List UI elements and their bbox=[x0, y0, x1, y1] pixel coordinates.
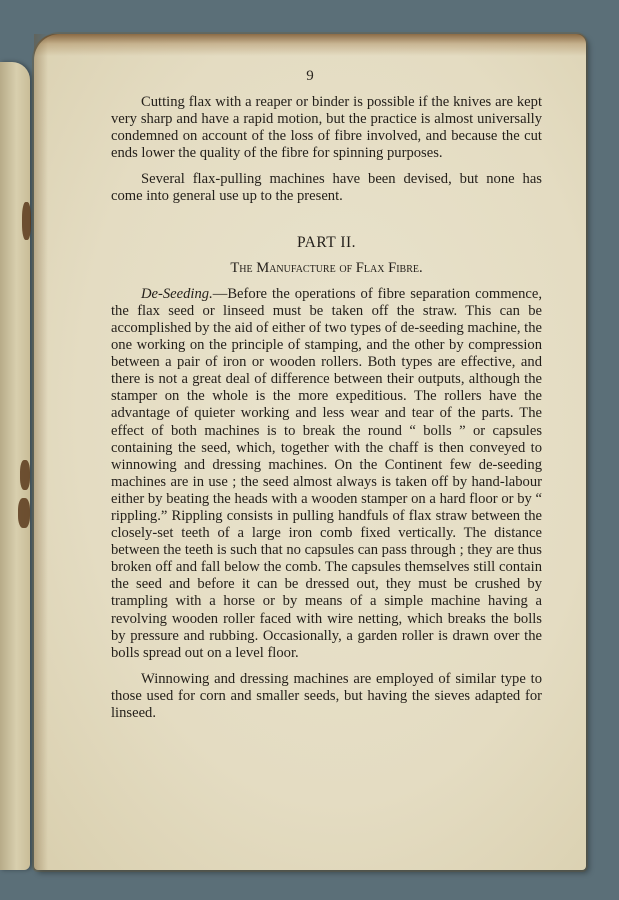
paragraph-deseeding bbox=[111, 286, 542, 662]
stain-mark bbox=[22, 202, 31, 240]
paragraph-cutting-flax: Cutting flax with a reaper or binder is possible if the knives are kept very sharp and have a rapid motion, but the practice is almost universally condemned on account of the loss of fibre involved, and because the cut ends lower the quality of the fibre for spinning purposes. bbox=[111, 94, 542, 162]
page-number: 9 bbox=[306, 68, 314, 84]
section-heading: The Manufacture of Flax Fibre. bbox=[230, 259, 423, 276]
paragraph-winnowing: Winnowing and dressing machines are employed of similar type to those used for corn and smaller seeds, but having the sieves adapted for linseed. bbox=[111, 670, 542, 721]
paragraph-flax-pulling: Several flax-pulling machines have been devised, but none has come into general use up to the present. bbox=[111, 171, 542, 205]
stain-mark bbox=[20, 460, 30, 490]
deseeding-text: —Before the operations of fibre separation commence, the flax seed or linseed must be taken off the straw. This can be accomplished by the aid of either of two types of de-seeding machine, the one working on the principle of stamping, and the other by compression between a pair of iron or wooden rollers. Both types are effective, and there is not a great deal of difference between their outputs, although the stamper on the whole is the more expeditious. The rollers have the advantage of quieter working and less wear and tear of the parts. The effect of both machines is to break the round “ bolls ” or capsules containing the seed, which, together with the chaff is then conveyed to winnowing and dressing machines. On the Continent few de-seeding machines are in use ; the seed almost always is taken off by hand-labour either by beating the heads with a wooden stamper on a hard floor or by “ rippling.” Rippling consists in pulling handfuls of flax straw between the closely-set teeth of a large iron comb fixed vertically. The distance between the teeth is such that no capsules can pass through ; they are thus broken off and fall below the comb. The capsules themselves still contain the seed and before it can be dressed out, they must be crushed by trampling with a horse or by means of a simple machine having a revolving wooden roller faced with wire netting, which breaks the bolls by pressure and rubbing. Occasionally, a garden roller is drawn over the bolls spread out on a level floor. bbox=[111, 285, 542, 661]
stain-mark bbox=[18, 498, 30, 528]
part-heading: PART II. bbox=[296, 233, 357, 251]
deseeding-lead: De-Seeding. bbox=[141, 285, 213, 302]
book-page bbox=[34, 34, 586, 870]
page-body bbox=[111, 94, 542, 722]
facing-page-edge bbox=[0, 62, 30, 870]
